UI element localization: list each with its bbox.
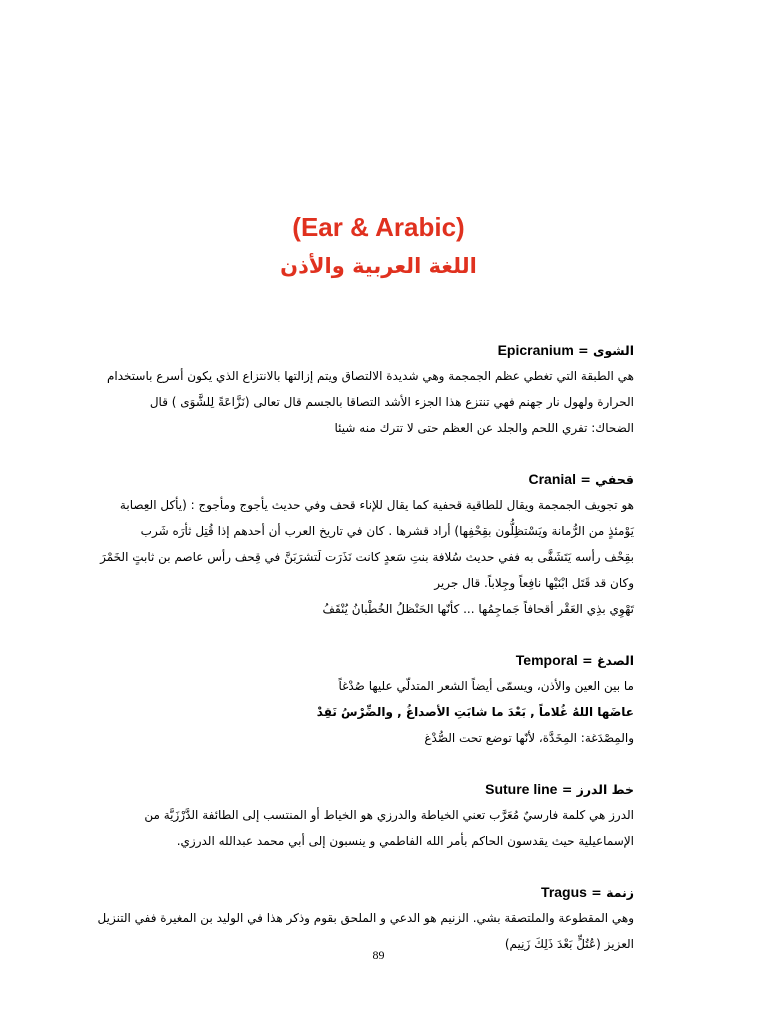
heading-arabic: خط الدرز bbox=[576, 782, 634, 797]
heading-english: Epicranium bbox=[497, 342, 574, 358]
paragraph-line: وهي المقطوعة والملتصقة بشي. الزنيم هو الدعي و الملحق بقوم وذكر هذا في الوليد بن المغيرة ففي التنزيل bbox=[97, 911, 634, 925]
section-cranial bbox=[100, 467, 634, 622]
heading-arabic: زنمة bbox=[606, 885, 634, 900]
paragraph-line: الإسماعيلية حيث يقدسون الحاكم بأمر الله الفاطمي و ينسبون إلى أبي محمد عبدالله الدرزي. bbox=[176, 834, 634, 848]
paragraph-line: ما بين العين والأذن، ويسمّى أيضاً الشعر المتدلّي عليها صُدْغاً bbox=[338, 679, 634, 693]
paragraph-line: الحرارة ولهول نار جهنم فهي تنتزع هذا الجزء الأشد التصاقا بالجسم قال تعالى (نَزَّاعَةً لِلشَّوَى ) قال bbox=[149, 395, 634, 409]
paragraph-line: وكان قد قَتَل ابْنَيْها نافِعاً وجِلاباً. قال جرير bbox=[434, 576, 634, 590]
section-temporal bbox=[160, 648, 634, 751]
heading-english: Suture line bbox=[485, 781, 558, 797]
section-suture-line bbox=[144, 777, 634, 854]
section-heading: زنمة = Tragus bbox=[541, 884, 634, 900]
paragraph-line: يَوْمئذٍ من الرُّمانة ويَسْتظِلُّون بقِحْفِها) أراد قشرها . كان في تاريخ العرب أن أحدهم إذا قُتِل ثأرَه شَرب bbox=[140, 524, 634, 538]
paragraph-line: هي الطبقة التي تغطي عظم الجمجمة وهي شديدة الالتصاق ويتم إزالتها بالانتزاع الذي يكون أسرع باستخدام bbox=[106, 369, 634, 383]
poem-line: عاضَها اللهُ غُلاماً , بَعْدَ ما شابَتِ الأصداغُ , والضِّرْسُ نَقِدْ bbox=[316, 705, 634, 719]
page-number: 89 bbox=[372, 948, 385, 962]
paragraph-line: بقِحْف رأسه يَتَشَفَّى به ففي حديث سُلافة بنتِ سَعدٍ كانت نَذَرَت لَتشرَبَنَّ في قِحف رأس عاصم بن ثابتٍ الخَمْرَ bbox=[100, 550, 634, 564]
paragraph-line: الدرز هي كلمة فارسيٌ مُعَرَّب تعني الخياطة والدرزي هو الخياط أو المنتسب إلى الطائفة الدَّرْزَيَّة من bbox=[144, 808, 634, 822]
paragraph-line: العزيز (عُتُلٍّ بَعْدَ ذَلِكَ زَنِيم) bbox=[504, 937, 634, 951]
paragraph-line: هو تجويف الجمجمة ويقال للطاقية قحفية كما يقال للإناء قحف وفي حديث يأجوج ومأجوج : (يأكل العِصابة bbox=[119, 498, 634, 512]
section-epicranium bbox=[106, 338, 634, 441]
heading-english: Tragus bbox=[541, 884, 587, 900]
heading-arabic: قحفي bbox=[595, 472, 634, 487]
document-body bbox=[97, 338, 634, 983]
heading-english: Cranial bbox=[528, 471, 576, 487]
paragraph-line: الضحاك: تفري اللحم والجلد عن العظم حتى لا تترك منه شيئا bbox=[334, 421, 634, 435]
paragraph-line: والمِصْدَغة: المِخَدَّة، لأنّها توضع تحت الصُّدْغ bbox=[424, 731, 634, 745]
section-heading: الصدغ = Temporal bbox=[515, 652, 634, 668]
section-tragus bbox=[97, 880, 634, 957]
section-heading: قحفي = Cranial bbox=[528, 471, 634, 487]
poem-line: تَهْوِي بذِي العَقْر أقحافاً جَماجِمُها ... كأنّها الحَنْظلُ الخُطْبانُ يُنْقَفُ bbox=[322, 602, 634, 616]
section-heading: خط الدرز = Suture line bbox=[485, 781, 634, 797]
title-english: (Ear & Arabic) bbox=[292, 212, 465, 242]
heading-arabic: الصدغ bbox=[596, 653, 634, 668]
heading-arabic: الشوى bbox=[593, 343, 634, 358]
title-arabic: اللغة العربية والأذن bbox=[280, 254, 477, 278]
heading-english: Temporal bbox=[515, 652, 578, 668]
section-heading: الشوى = Epicranium bbox=[497, 342, 634, 358]
